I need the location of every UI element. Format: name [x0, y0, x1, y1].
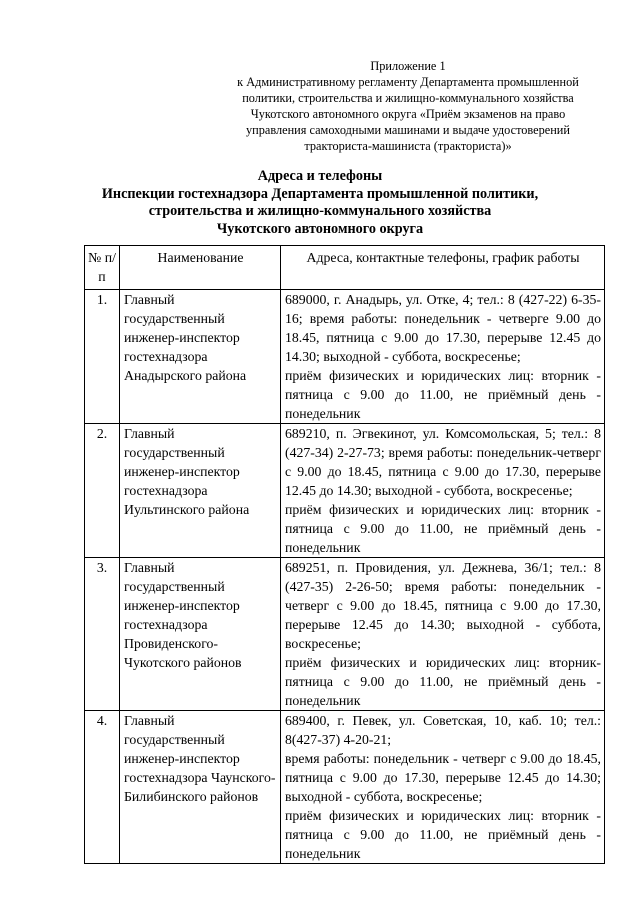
document-title	[60, 168, 580, 238]
inspector-name: Главный государственный инженер-инспектор гостехнадзора Чаунского-Билибинского районов	[120, 711, 281, 864]
address-text: 689000, г. Анадырь, ул. Отке, 4; тел.: 8 (427-22) 6-35-16; время работы: понедельник - четверге 9.00 до 18.45, пятница с 9.00 до 17.30, перерыве 12.45 до 14.30; выходной - суббота, воскресенье;	[285, 292, 601, 364]
address-cell	[281, 711, 605, 864]
title-line: Инспекции гостехнадзора Департамента промышленной политики,	[101, 185, 539, 202]
table-row	[85, 290, 605, 424]
address-text: 689251, п. Провидения, ул. Дежнева, 36/1; тел.: 8 (427-35) 2-26-50; время работы: понедельник - четверг с 9.00 до 18.45, пятница с 9.00 до 17.30, перерыве 12.45 до 14.30; выходной - суббота, воскресенье;	[285, 560, 601, 651]
title-line: строительства и жилищно-коммунального хозяйства	[148, 203, 492, 219]
reception-text: приём физических и юридических лиц: вторник - пятница с 9.00 до 11.00, не приёмный день - понедельник	[285, 368, 601, 421]
table-row	[85, 424, 605, 558]
appendix-line: управления самоходными машинами и выдаче удостоверений	[246, 123, 570, 137]
inspector-name: Главный государственный инженер-инспектор гостехнадзора Провиденского-Чукотского районов	[120, 558, 281, 711]
address-text: 689210, п. Эгвекинот, ул. Комсомольская, 5; тел.: 8 (427-34) 2-27-73; время работы: понедельник-четверг с 9.00 до 18.45, пятница с 9.00 до 17.30, перерыве 12.45 до 14.30; выходной - суббота, воскресенье;	[285, 426, 601, 498]
inspection-contacts-table	[84, 245, 605, 864]
address-text: 689400, г. Певек, ул. Советская, 10, каб. 10; тел.: 8(427-37) 4-20-21;	[285, 713, 601, 747]
title-line: Чукотского автономного округа	[216, 220, 424, 237]
column-header-address: Адреса, контактные телефоны, график работы	[281, 246, 605, 290]
inspector-name: Главный государственный инженер-инспектор гостехнадзора Иультинского района	[120, 424, 281, 558]
appendix-note	[218, 58, 598, 154]
appendix-line: тракториста-машиниста (тракториста)»	[304, 139, 512, 153]
appendix-line: политики, строительства и жилищно-коммунального хозяйства	[242, 91, 574, 105]
row-number: 3.	[85, 558, 120, 711]
table-row	[85, 558, 605, 711]
row-number: 2.	[85, 424, 120, 558]
row-number: 4.	[85, 711, 120, 864]
table-header-row	[85, 246, 605, 290]
schedule-text: время работы: понедельник - четверг с 9.00 до 18.45, пятница с 9.00 до 17.30, перерыве 12.45 до 14.30; выходной - суббота, воскресенье;	[285, 751, 601, 804]
column-header-number: № п/п	[85, 246, 120, 290]
appendix-line: к Административному регламенту Департамента промышленной	[237, 75, 579, 89]
appendix-line: Чукотского автономного округа «Приём экзаменов на право	[250, 107, 566, 121]
address-cell	[281, 290, 605, 424]
appendix-line: Приложение 1	[370, 59, 446, 73]
column-header-name: Наименование	[120, 246, 281, 290]
table-row	[85, 711, 605, 864]
title-line: Адреса и телефоны	[257, 168, 383, 184]
row-number: 1.	[85, 290, 120, 424]
reception-text: приём физических и юридических лиц: вторник - пятница с 9.00 до 11.00, не приёмный день - понедельник	[285, 808, 601, 861]
inspector-name: Главный государственный инженер-инспектор гостехнадзора Анадырского района	[120, 290, 281, 424]
reception-text: приём физических и юридических лиц: вторник-пятница с 9.00 до 11.00, не приёмный день - понедельник	[285, 655, 601, 708]
reception-text: приём физических и юридических лиц: вторник - пятница с 9.00 до 11.00, не приёмный день - понедельник	[285, 502, 601, 555]
address-cell	[281, 558, 605, 711]
address-cell	[281, 424, 605, 558]
